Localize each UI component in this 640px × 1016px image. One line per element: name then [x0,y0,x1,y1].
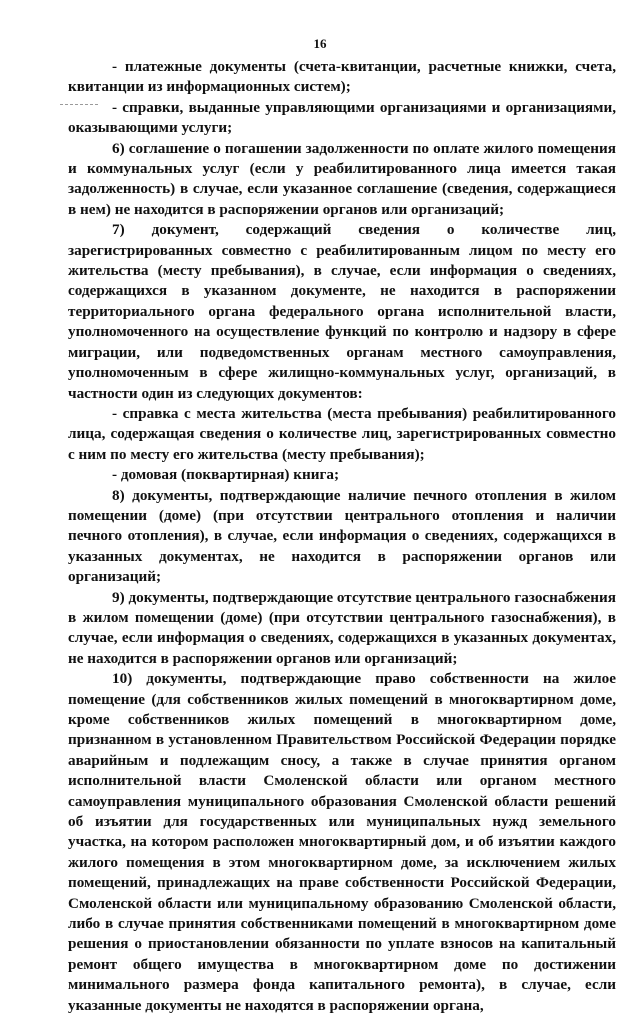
paragraph-item-6: 6) соглашение о погашении задолженности по оплате жилого помещения и коммунальных услуг (если у реабилитированного лица имеется такая задолженность) в случае, если указанное соглашение (сведения, содержащиеся в нем) не находится в распоряжении органов или организаций; [68,139,616,218]
paragraph-payment-documents: - платежные документы (счета-квитанции, расчетные книжки, счета, квитанции из информационных систем); [68,58,616,96]
paragraph-item-7: 7) документ, содержащий сведения о количестве лиц, зарегистрированных совместно с реабилитированным лицом по месту его жительства (месту пребывания), в случае, если информация о сведениях, содержащихся в указанном документе, не находится в распоряжении территориального органа федерального органа исполнительной власти, уполномоченного на осуществление функций по контролю и надзору в сфере миграции, или подведомственных органам местного самоуправления, уполномоченным в сфере жилищно-коммунальных услуг, организаций, в частности один из следующих документов: [68,221,616,402]
paragraph-item-10: 10) документы, подтверждающие право собственности на жилое помещение (для собственников жилых помещений в многоквартирном доме, кроме собственников жилых помещений в многоквартирном доме, признанном в установленном Правительством Российской Федерации порядке аварийным и подлежащим сносу, а также в случае принятия органом исполнительной власти Смоленской области или органом местного самоуправления муниципального образования Смоленской области решений об изъятии для государственных или муниципальных нужд земельного участка, на котором расположен многоквартирный дом, и об изъятии каждого жилого помещения в этом многоквартирном доме, за исключением жилых помещений, принадлежащих на праве собственности Российской Федерации, Смоленской области или муниципальному образованию Смоленской области, либо в случае принятия собственниками помещений в многоквартирном доме решения о приостановлении обязанности по уплате взносов на капитальный ремонт общего имущества в многоквартирном доме по достижении минимального размера фонда капитального ремонта), в случае, если указанные документы не находятся в распоряжении органа, [68,670,616,1014]
paragraph-residence-certificate: - справка с места жительства (места пребывания) реабилитированного лица, содержащая сведения о количестве лиц, зарегистрированных совместно с ним по месту его жительства (месту пребывания); [68,404,616,463]
paragraph-item-8: 8) документы, подтверждающие наличие печного отопления в жилом помещении (доме) (при отсутствии центрального отопления и наличии печного отопления), в случае, если информация о сведениях, содержащихся в указанных документах, не находится в распоряжении органов или организаций; [68,486,616,586]
paragraph-house-book: - домовая (поквартирная) книга; [112,466,340,484]
page-number: 16 [313,36,327,51]
paragraph-certificates: - справки, выданные управляющими организациями и организациями, оказывающими услуги; [68,98,616,137]
paragraph-item-9: 9) документы, подтверждающие отсутствие центрального газоснабжения в жилом помещении (доме) (при отсутствии центрального газоснабжения), в случае, если информация о сведениях, содержащихся в указанных документах, не находится в распоряжении органов или организаций; [68,588,616,667]
document-body [68,57,616,1016]
